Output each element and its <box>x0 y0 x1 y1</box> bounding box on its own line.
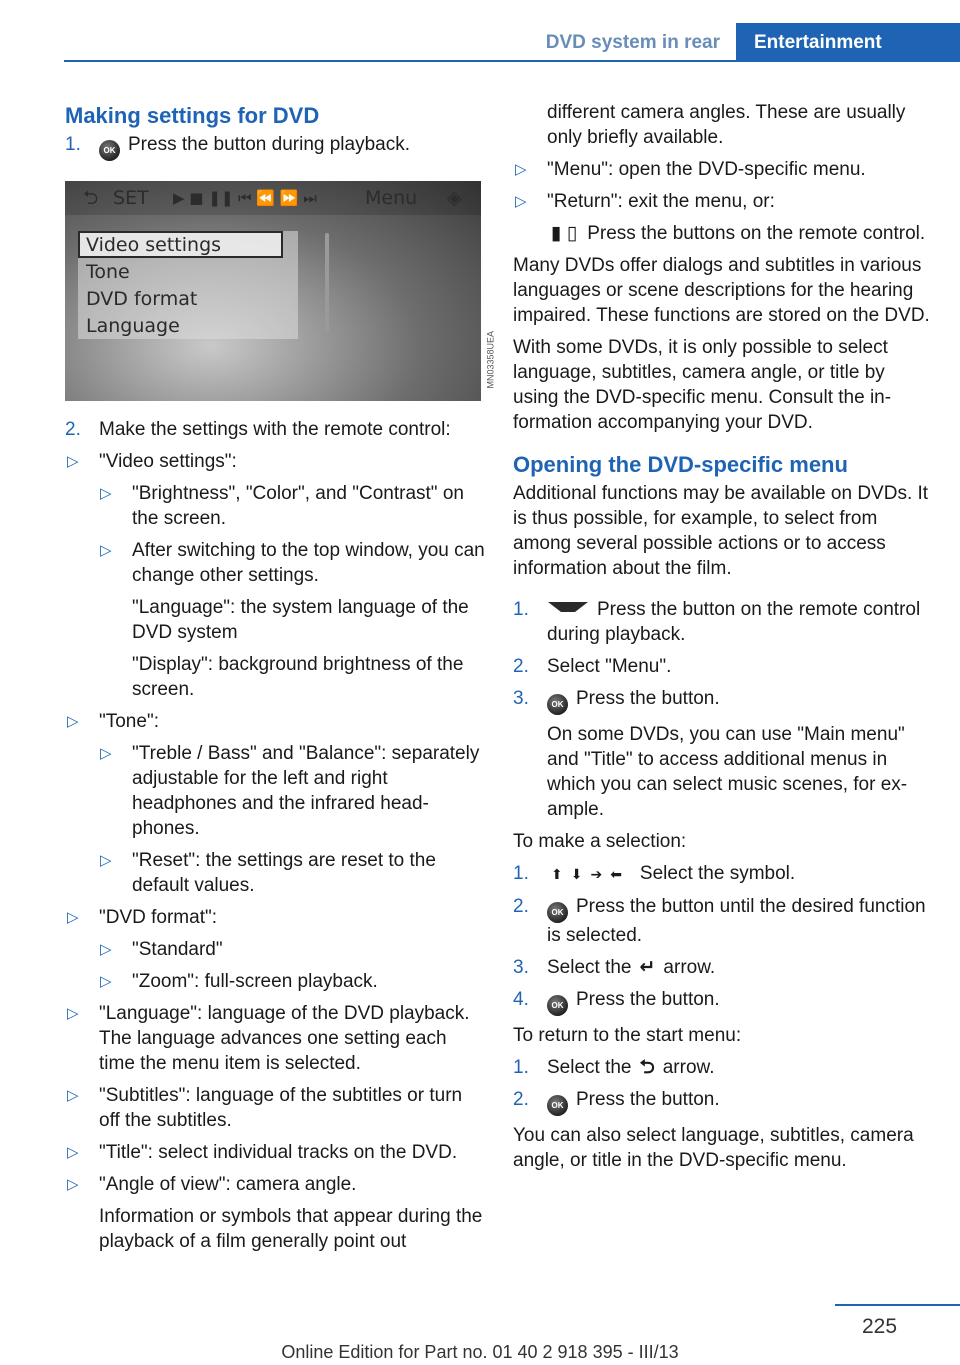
header-section-title: DVD system in rear <box>545 32 720 53</box>
step-number: 2. <box>513 656 529 677</box>
menu-item-dvd-format: DVD format <box>86 288 198 310</box>
bullet-triangle-icon: ▷ <box>67 1176 79 1193</box>
select-step-4 <box>513 987 933 1016</box>
direction-arrows-icon: ⬆⬇➔⬅ <box>551 866 630 882</box>
menu-item-video-settings: Video settings <box>78 231 283 258</box>
bullet-text: After switching to the top window, you can change other settings. <box>132 540 485 586</box>
bullet-triangle-icon: ▷ <box>515 193 527 210</box>
bullet-text: "Menu": open the DVD-specific menu. <box>547 159 866 180</box>
step-text: Select the symbol. <box>639 863 796 884</box>
step-number: 4. <box>513 989 529 1010</box>
bullet-triangle-icon: ▷ <box>100 542 112 559</box>
menu-scrollbar <box>325 233 329 333</box>
dvd-settings-screenshot <box>65 181 496 401</box>
enter-arrow-icon: ↵ <box>639 957 656 978</box>
settings-menu <box>78 231 298 339</box>
bullet-text: "Treble / Bass" and "Balance": separately adjustable for the left and right headphones and the infrared headphones. <box>132 743 480 839</box>
step-text: Press the button during playback. <box>128 134 411 155</box>
bullet-dvd-format <box>65 905 485 930</box>
navigation-icon: ◈ <box>447 187 462 209</box>
header-rule <box>64 60 960 62</box>
step-text: arrow. <box>662 1057 715 1078</box>
step-text: Press the button on the remote control during playback. <box>547 599 921 645</box>
subbullet-treble-bass <box>65 741 485 841</box>
menu-item-tone: Tone <box>86 261 130 283</box>
step-number: 2. <box>65 419 81 440</box>
step-text: Press the button. <box>576 1089 720 1110</box>
section-heading-dvd-menu: Opening the DVD-specific menu <box>513 452 848 477</box>
subbullet-brightness <box>65 481 485 531</box>
menu-step-1 <box>513 597 933 647</box>
return-step-1 <box>513 1055 933 1080</box>
bullet-text: "Brightness", "Color", and "Contrast" on the screen. <box>132 483 464 529</box>
bullet-title <box>65 1140 485 1165</box>
remote-buttons-icon: ▮ ▯ <box>551 223 578 244</box>
left-column <box>65 100 496 1261</box>
step-text: Select the <box>547 957 632 978</box>
bullet-triangle-icon: ▷ <box>67 713 79 730</box>
bullet-tone <box>65 709 485 734</box>
right-column <box>513 100 933 1180</box>
step-number: 3. <box>513 688 529 709</box>
section-heading-settings: Making settings for DVD <box>65 103 320 128</box>
page-header <box>0 0 960 62</box>
select-step-1 <box>513 861 933 887</box>
bullet-angle-of-view <box>65 1172 485 1197</box>
step-text: Select "Menu". <box>547 656 672 677</box>
label-return-start: To return to the start menu: <box>513 1025 742 1046</box>
back-arrow-icon: ⮌ <box>83 187 99 209</box>
step-number: 1. <box>513 863 529 884</box>
label-make-selection: To make a selection: <box>513 831 687 852</box>
ok-button-icon: OK <box>547 1095 568 1116</box>
paragraph-dvd-menu-only: With some DVDs, it is only possible to select language, subtitles, camera angle, or title by using the DVD-specific menu. Consult the information accompanying your DVD. <box>513 337 892 433</box>
header-chapter-tab: Entertainment <box>736 23 960 62</box>
bullet-text: "Language": language of the DVD playback. The language advances one setting each time the menu item is selected. <box>99 1003 470 1074</box>
ok-button-icon: OK <box>547 902 568 923</box>
paragraph-additional-functions: Additional functions may be available on DVDs. It is thus possible, for example, to select from among several possible actions or to access information about the film. <box>513 483 929 579</box>
bullet-text: "Video settings": <box>99 451 237 472</box>
bullet-text: "Tone": <box>99 711 159 732</box>
bullet-text: "Title": select individual tracks on the DVD. <box>99 1142 458 1163</box>
page-number: 225 <box>862 1315 898 1338</box>
bullet-language <box>65 1001 485 1076</box>
subbullet-top-window <box>65 538 485 588</box>
step-text: Press the button. <box>576 688 720 709</box>
dvd-toolbar <box>65 181 481 215</box>
bullet-triangle-icon: ▷ <box>100 852 112 869</box>
step-number: 1. <box>513 599 529 620</box>
bullet-triangle-icon: ▷ <box>67 1144 79 1161</box>
step-number: 2. <box>513 1089 529 1110</box>
menu-step-3 <box>513 686 933 715</box>
image-code: MN03358UEA <box>486 331 496 389</box>
menu-step-2 <box>513 654 933 679</box>
step-number: 1. <box>513 1057 529 1078</box>
note-display: "Display": background brightness of the screen. <box>132 654 464 700</box>
bullet-triangle-icon: ▷ <box>100 745 112 762</box>
note-text: Press the buttons on the remote control. <box>587 223 926 244</box>
note-remote-buttons <box>513 221 933 246</box>
ok-button-icon: OK <box>99 140 120 161</box>
step-2 <box>65 417 485 442</box>
bullet-triangle-icon: ▷ <box>100 941 112 958</box>
step-text: Make the settings with the remote control: <box>99 419 451 440</box>
subbullet-reset <box>65 848 485 898</box>
toolbar-set-label: SET <box>113 187 149 209</box>
bullet-triangle-icon: ▷ <box>100 485 112 502</box>
step-text: Press the button. <box>576 989 720 1010</box>
step-text: arrow. <box>663 957 716 978</box>
step-number: 2. <box>513 896 529 917</box>
bullet-text: "Angle of view": camera angle. <box>99 1174 357 1195</box>
bullet-text: "Subtitles": language of the subtitles or turn off the subtitles. <box>99 1085 463 1131</box>
step-text: Press the button until the desired function is selected. <box>547 896 926 946</box>
bullet-return <box>513 189 933 214</box>
note-language: "Language": the system language of the DVD system <box>132 597 469 643</box>
back-arrow-icon: ⮌ <box>639 1057 655 1078</box>
continued-text: different camera angles. These are usually only briefly available. <box>547 102 906 148</box>
footer-rule <box>835 1304 960 1306</box>
paragraph-also-select: You can also select language, subtitles, camera angle, or title in the DVD-specific menu. <box>513 1125 914 1171</box>
step-text: Select the <box>547 1057 632 1078</box>
bullet-text: "Reset": the settings are reset to the default values. <box>132 850 436 896</box>
bullet-triangle-icon: ▷ <box>67 453 79 470</box>
select-step-3 <box>513 955 933 980</box>
bullet-triangle-icon: ▷ <box>100 973 112 990</box>
subbullet-standard <box>65 937 485 962</box>
note-angle-info: Information or symbols that appear during the playback of a film generally point out <box>99 1206 483 1252</box>
bullet-menu <box>513 157 933 182</box>
bullet-video-settings <box>65 449 485 474</box>
ok-button-icon: OK <box>547 995 568 1016</box>
playback-controls-icon: ▶ ■ ❚❚ ⏮ ⏪ ⏩ ⏭ <box>173 189 317 207</box>
bullet-triangle-icon: ▷ <box>67 1005 79 1022</box>
ok-button-icon: OK <box>547 694 568 715</box>
footer-edition: Online Edition for Part no. 01 40 2 918 395 - III/13 <box>281 1342 679 1362</box>
step-number: 1. <box>65 134 81 155</box>
bullet-triangle-icon: ▷ <box>67 909 79 926</box>
subbullet-zoom <box>65 969 485 994</box>
bullet-text: "DVD format": <box>99 907 218 928</box>
menu-button-icon <box>547 600 589 614</box>
bullet-text: "Zoom": full-screen playback. <box>132 971 378 992</box>
note-main-menu: On some DVDs, you can use "Main menu" and "Title" to access additional menus in which you can select music scenes, for example. <box>547 724 908 820</box>
menu-item-language: Language <box>86 315 180 337</box>
step-number: 3. <box>513 957 529 978</box>
bullet-triangle-icon: ▷ <box>67 1087 79 1104</box>
bullet-text: "Standard" <box>132 939 223 960</box>
step-1 <box>65 132 485 161</box>
toolbar-menu-label: Menu <box>365 187 418 209</box>
return-step-2 <box>513 1087 933 1116</box>
bullet-triangle-icon: ▷ <box>515 161 527 178</box>
bullet-text: "Return": exit the menu, or: <box>547 191 775 212</box>
paragraph-languages: Many DVDs offer dialogs and subtitles in various languages or scene descriptions for the hearing impaired. These functions are stored on the DVD. <box>513 255 930 326</box>
bullet-subtitles <box>65 1083 485 1133</box>
select-step-2 <box>513 894 933 948</box>
